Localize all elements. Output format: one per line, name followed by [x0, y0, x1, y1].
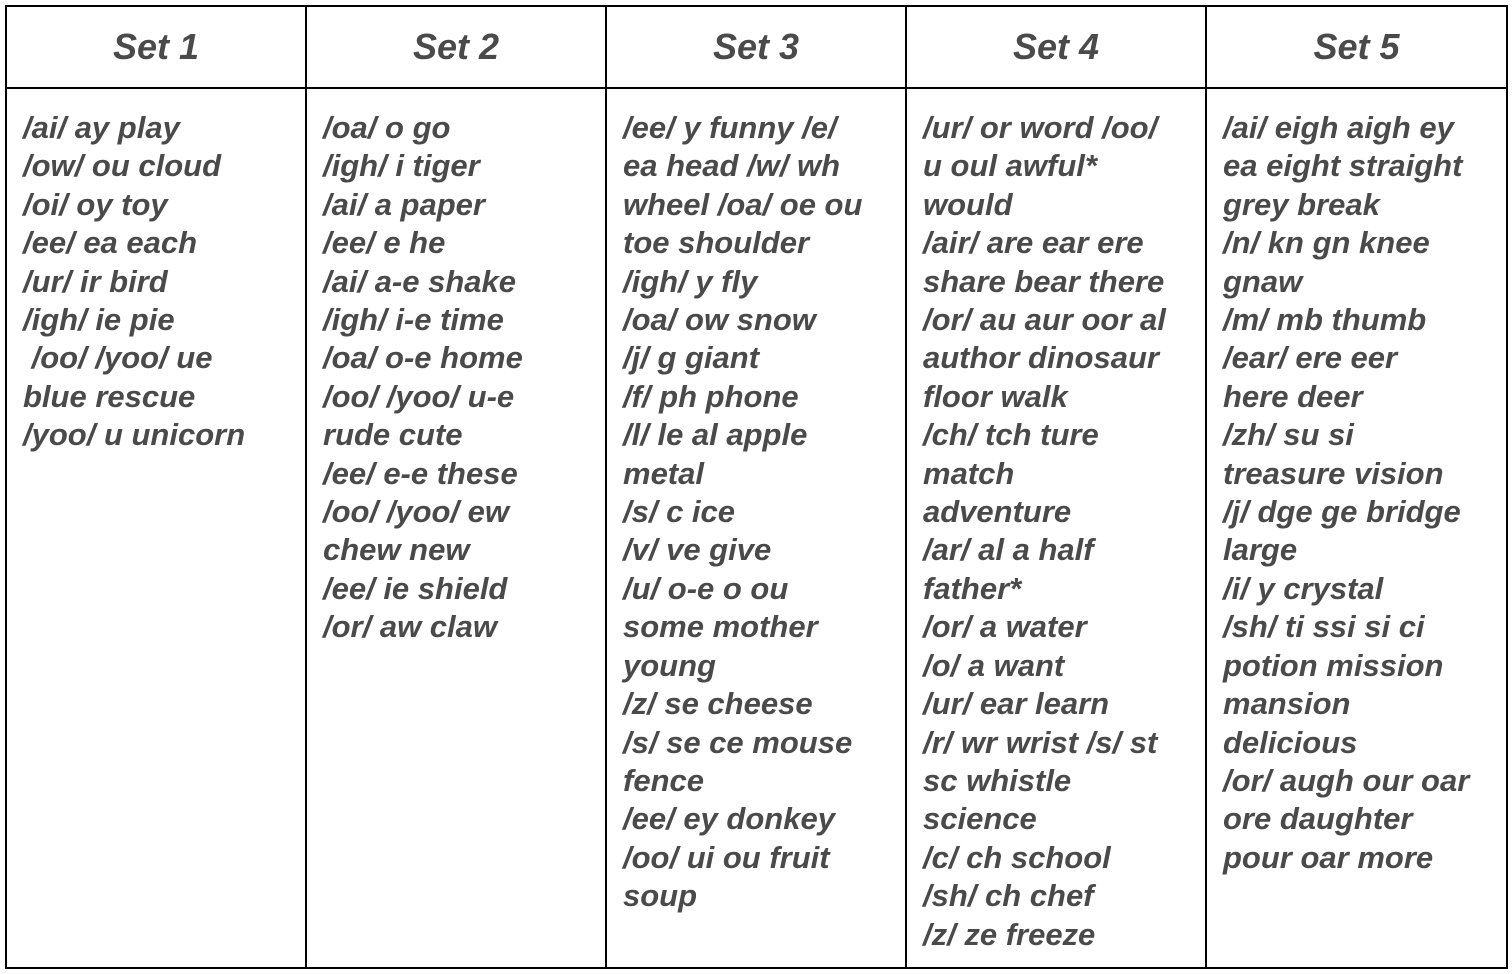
cell-set-3: [606, 88, 906, 968]
cell-set-4: [906, 88, 1206, 968]
phonics-sets-table: [5, 5, 1508, 969]
header-row: [6, 6, 1507, 88]
header-set-1: Set 1: [6, 6, 306, 88]
content-row: [6, 88, 1507, 968]
cell-set-1: [6, 88, 306, 968]
set-5-sounds: /ai/ eigh aigh ey ea eight straight grey break /n/ kn gn knee gnaw /m/ mb thumb /ear/ ere eer here deer /zh/ su si treasure vision /j/ dge ge bridge large /i/ y crystal /sh/ ti ssi si ci potion mission mansion delicious /or/ augh our oar ore daughter pour oar more: [1223, 110, 1470, 875]
header-set-4: Set 4: [906, 6, 1206, 88]
set-3-sounds: /ee/ y funny /e/ ea head /w/ wh wheel /oa/ oe ou toe shoulder /igh/ y fly /oa/ ow snow /j/ g giant /f/ ph phone /l/ le al apple metal /s/ c ice /v/ ve give /u/ o-e o ou some mother young /z/ se cheese /s/ se ce mouse fence /ee/ ey donkey /oo/ ui ou fruit soup: [623, 110, 863, 914]
header-set-2: Set 2: [306, 6, 606, 88]
set-4-sounds: /ur/ or word /oo/ u oul awful* would /air/ are ear ere share bear there /or/ au aur oor al author dinosaur floor walk /ch/ tch ture match adventure /ar/ al a half father* /or/ a water /o/ a want /ur/ ear learn /r/ wr wrist /s/ st sc whistle science /c/ ch school /sh/ ch chef /z/ ze freeze: [923, 110, 1166, 952]
cell-set-5: [1206, 88, 1507, 968]
set-2-sounds: /oa/ o go /igh/ i tiger /ai/ a paper /ee/ e he /ai/ a-e shake /igh/ i-e time /oa/ o-e home /oo/ /yoo/ u-e rude cute /ee/ e-e these /oo/ /yoo/ ew chew new /ee/ ie shield /or/ aw claw: [323, 110, 523, 645]
header-set-3: Set 3: [606, 6, 906, 88]
set-1-sounds: /ai/ ay play /ow/ ou cloud /oi/ oy toy /ee/ ea each /ur/ ir bird /igh/ ie pie /oo/ /yoo/ ue blue rescue /yoo/ u unicorn: [23, 110, 246, 453]
header-set-5: Set 5: [1206, 6, 1507, 88]
cell-set-2: [306, 88, 606, 968]
